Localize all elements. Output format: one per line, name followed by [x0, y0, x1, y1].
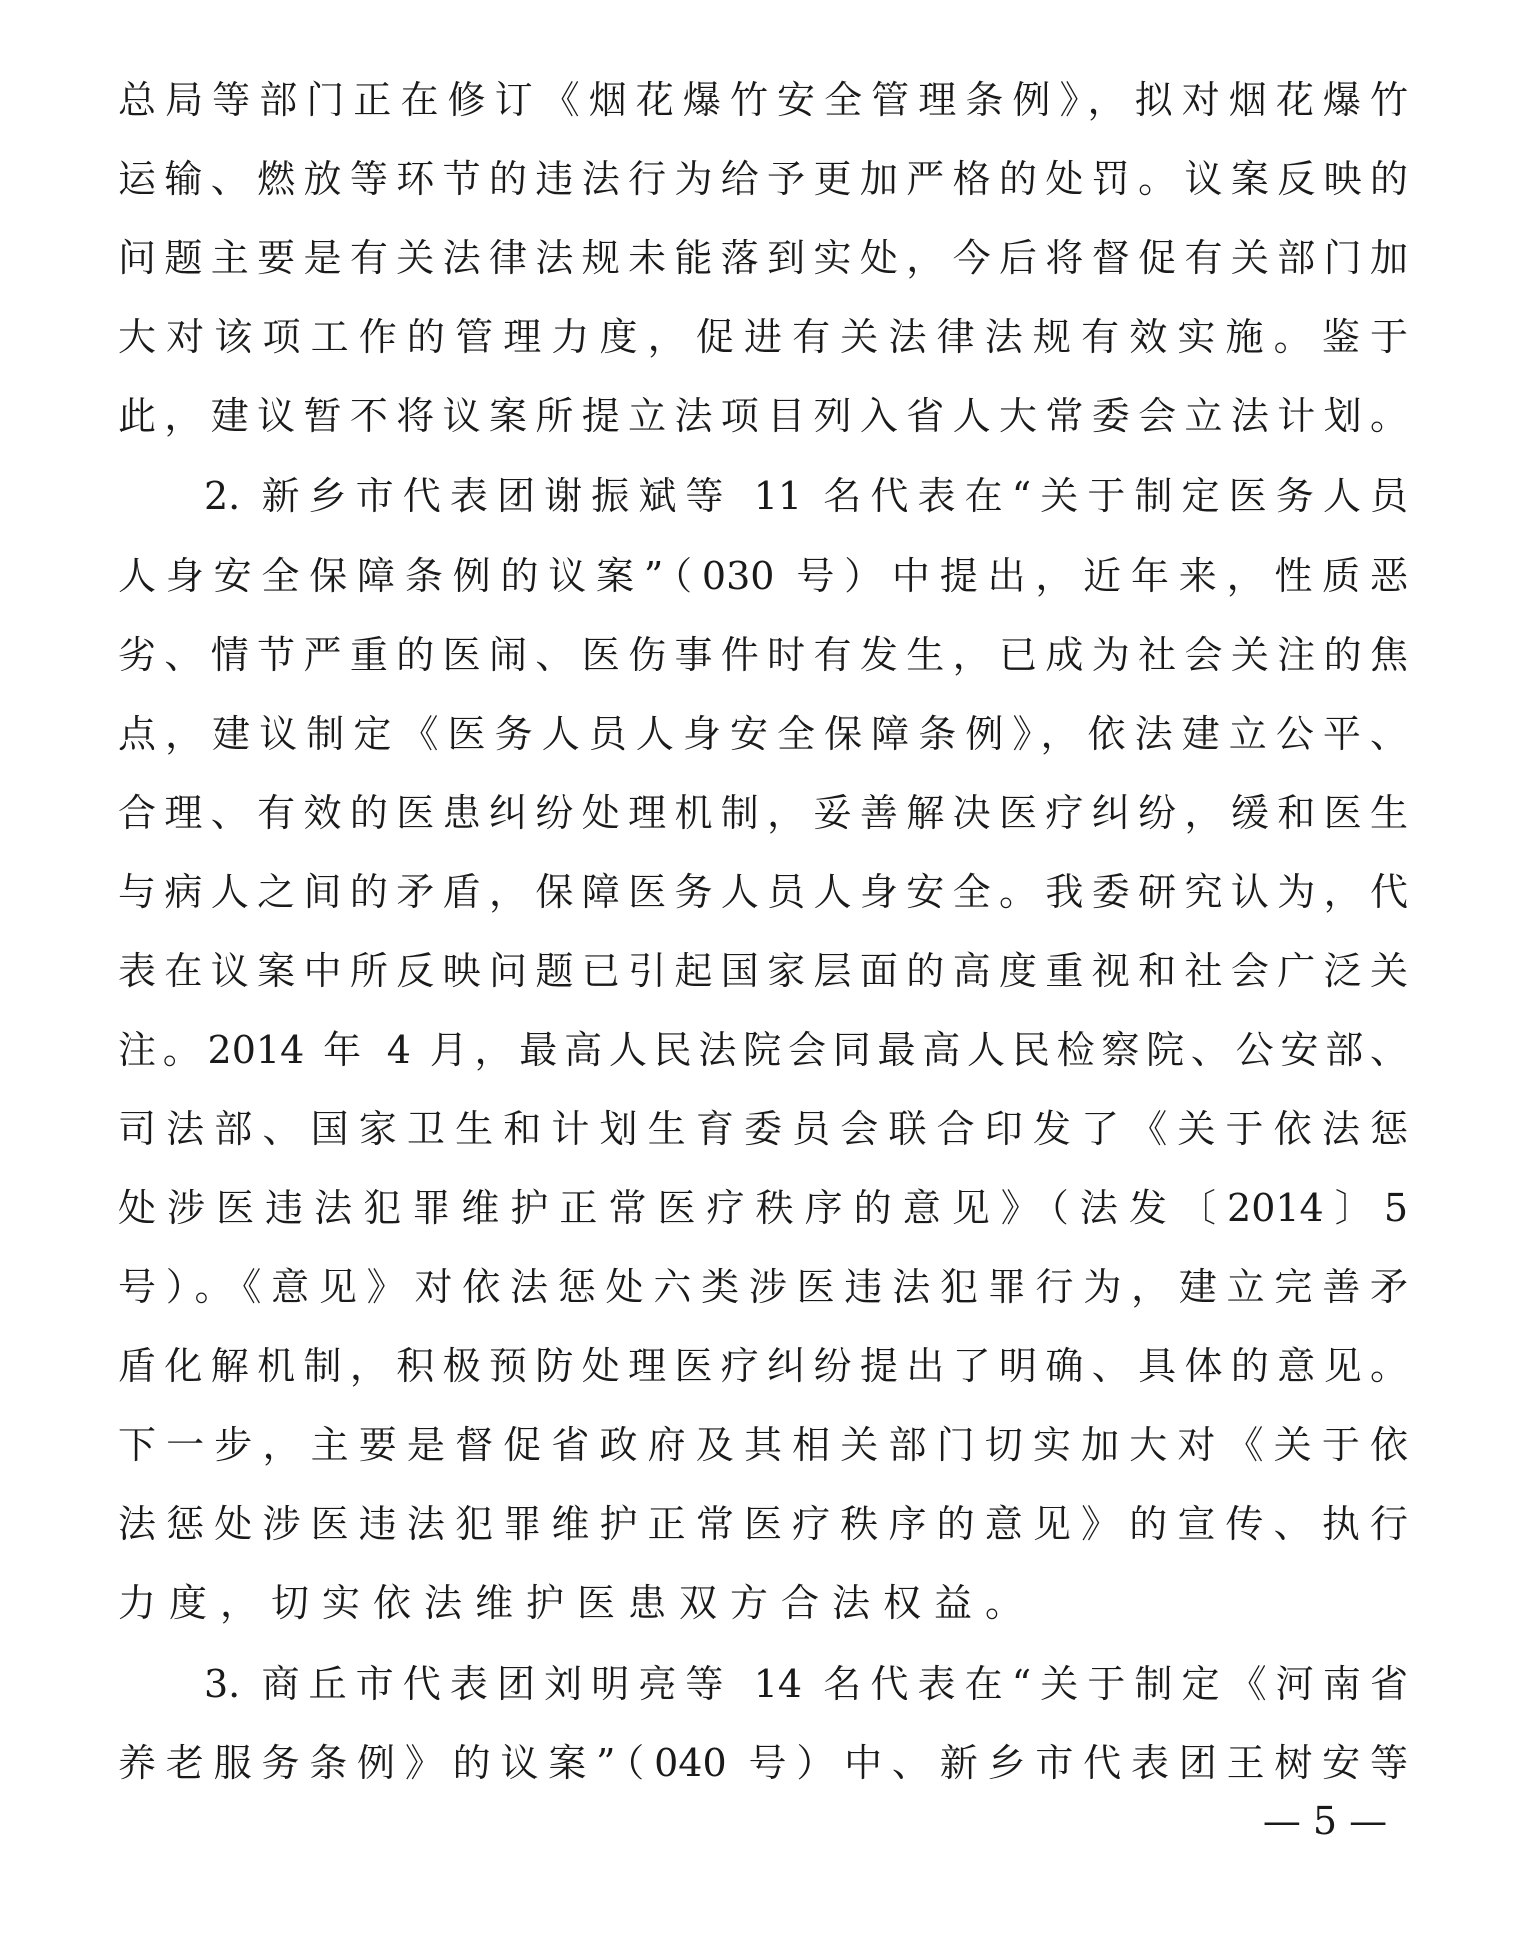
text-line-13: 注。2014 年 4 月，最高人民法院会同最高人民检察院、公安部、: [118, 1028, 1408, 1072]
text-line-6: 2. 新乡市代表团谢振斌等 11 名代表在“关于制定医务人员: [204, 474, 1408, 518]
text-line-12: 表在议案中所反映问题已引起国家层面的高度重视和社会广泛关: [118, 949, 1408, 993]
text-line-8: 劣、情节严重的医闹、医伤事件时有发生，已成为社会关注的焦: [118, 633, 1408, 677]
text-line-1: 总局等部门正在修订《烟花爆竹安全管理条例》，拟对烟花爆竹: [118, 78, 1408, 122]
text-line-17: 盾化解机制，积极预防处理医疗纠纷提出了明确、具体的意见。: [118, 1344, 1408, 1388]
text-line-7: 人身安全保障条例的议案”（030 号）中提出，近年来，性质恶: [118, 554, 1408, 598]
text-line-9: 点，建议制定《医务人员人身安全保障条例》，依法建立公平、: [118, 712, 1408, 756]
text-line-11: 与病人之间的矛盾，保障医务人员人身安全。我委研究认为，代: [118, 870, 1408, 914]
text-line-3: 问题主要是有关法律法规未能落到实处，今后将督促有关部门加: [118, 236, 1408, 280]
text-line-14: 司法部、国家卫生和计划生育委员会联合印发了《关于依法惩: [118, 1107, 1408, 1151]
text-line-10: 合理、有效的医患纠纷处理机制，妥善解决医疗纠纷，缓和医生: [118, 791, 1408, 835]
text-line-4: 大对该项工作的管理力度，促进有关法律法规有效实施。鉴于: [118, 315, 1408, 359]
text-line-19: 法惩处涉医违法犯罪维护正常医疗秩序的意见》的宣传、执行: [118, 1502, 1408, 1546]
text-line-18: 下一步，主要是督促省政府及其相关部门切实加大对《关于依: [118, 1423, 1408, 1467]
text-line-15: 处涉医违法犯罪维护正常医疗秩序的意见》（法发〔2014〕5: [118, 1186, 1408, 1230]
page-number: — 5 —: [1262, 1799, 1388, 1843]
text-line-22: 养老服务条例》的议案”（040 号）中、新乡市代表团王树安等: [118, 1741, 1408, 1785]
text-line-16: 号）。《意见》对依法惩处六类涉医违法犯罪行为，建立完善矛: [118, 1265, 1408, 1309]
text-line-5: 此，建议暂不将议案所提立法项目列入省人大常委会立法计划。: [118, 394, 1408, 438]
text-line-2: 运输、燃放等环节的违法行为给予更加严格的处罚。议案反映的: [118, 157, 1408, 201]
text-line-21: 3. 商丘市代表团刘明亮等 14 名代表在“关于制定《河南省: [204, 1662, 1408, 1706]
text-line-20: 力度，切实依法维护医患双方合法权益。: [118, 1581, 1037, 1625]
